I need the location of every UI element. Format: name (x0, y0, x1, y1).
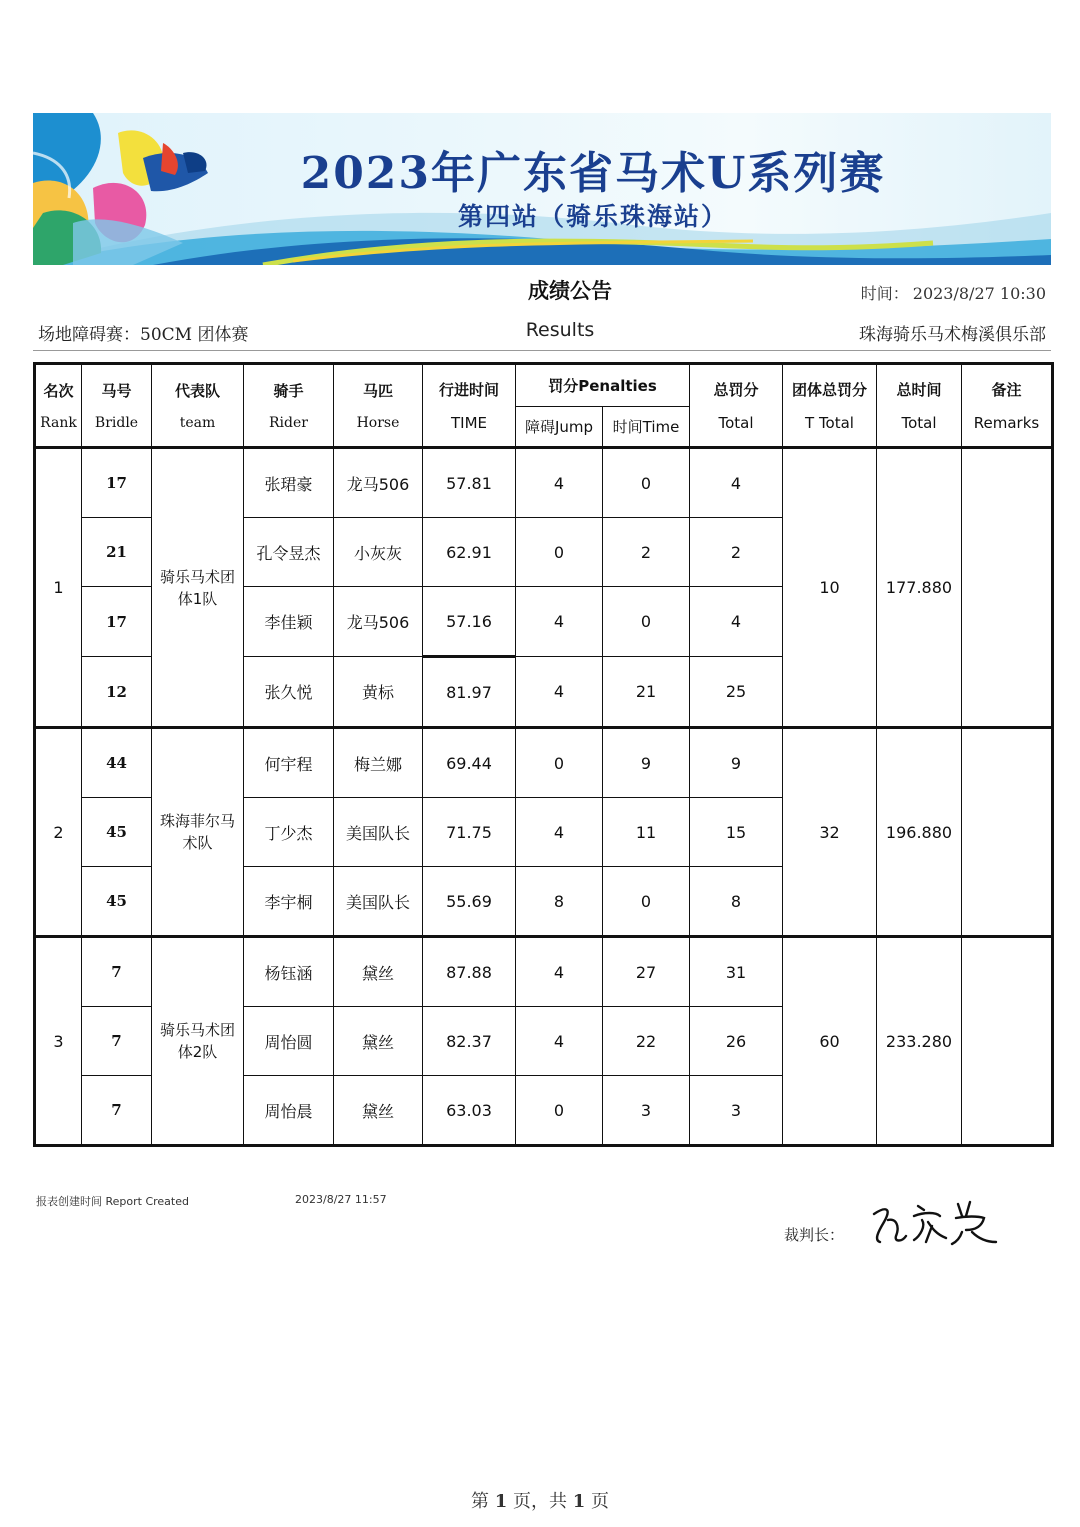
col-rank-en: Rank (40, 415, 77, 431)
rider-cell: 何宇程 (244, 728, 334, 798)
jump-cell: 0 (516, 728, 603, 798)
horse-cell: 黛丝 (334, 1007, 423, 1076)
col-team-total (783, 364, 877, 448)
team-cell: 骑乐马术团体1队 (152, 448, 244, 728)
col-rider (244, 364, 334, 448)
page-suffix: 页 (591, 1491, 609, 1512)
total-time-cell: 233.280 (877, 937, 962, 1146)
time-penalty-cell: 22 (603, 1007, 690, 1076)
bridle-cell: 45 (82, 867, 152, 937)
col-rider-en: Rider (269, 415, 308, 431)
bridle-cell: 17 (82, 448, 152, 518)
jump-cell: 8 (516, 867, 603, 937)
event-name: 场地障碍赛：50CM 团体赛 (38, 325, 249, 345)
rank-cell: 2 (35, 728, 82, 937)
jump-cell: 4 (516, 587, 603, 657)
table-header (35, 364, 1053, 448)
time-cell: 81.97 (423, 657, 516, 728)
total-cell: 9 (690, 728, 783, 798)
page-mid: 页，共 (513, 1491, 567, 1512)
col-team-total-cn: 团体总罚分 (791, 381, 867, 399)
page-current: 1 (494, 1491, 508, 1512)
col-team-cn: 代表队 (174, 382, 220, 400)
remarks-cell (962, 448, 1053, 728)
total-cell: 26 (690, 1007, 783, 1076)
total-cell: 3 (690, 1076, 783, 1146)
document-title: 成绩公告 (528, 279, 612, 303)
event-banner (33, 113, 1051, 265)
report-created-value: 2023/8/27 11:57 (295, 1193, 387, 1206)
time-cell: 87.88 (423, 937, 516, 1007)
col-team (152, 364, 244, 448)
total-cell: 8 (690, 867, 783, 937)
results-label: Results (525, 319, 595, 341)
time-cell: 69.44 (423, 728, 516, 798)
time-value: 2023/8/27 10:30 (912, 284, 1046, 303)
header-divider (33, 350, 1051, 351)
col-rank-cn: 名次 (43, 382, 74, 400)
col-total-time (877, 364, 962, 448)
col-time-cn: 行进时间 (438, 381, 499, 399)
time-cell: 62.91 (423, 518, 516, 587)
col-bridle (82, 364, 152, 448)
team-total-cell: 10 (783, 448, 877, 728)
rider-cell: 周怡圆 (244, 1007, 334, 1076)
total-time-cell: 177.880 (877, 448, 962, 728)
team-total-cell: 60 (783, 937, 877, 1146)
bridle-cell: 21 (82, 518, 152, 587)
host-club: 珠海骑乐马术梅溪俱乐部 (859, 325, 1046, 345)
time-penalty-cell: 27 (603, 937, 690, 1007)
time-penalty-cell: 0 (603, 448, 690, 518)
time-cell: 57.16 (423, 587, 516, 657)
bridle-cell: 7 (82, 1076, 152, 1146)
rider-cell: 李宇桐 (244, 867, 334, 937)
time-penalty-cell: 9 (603, 728, 690, 798)
page-number (0, 1487, 1080, 1513)
jump-cell: 0 (516, 518, 603, 587)
team-cell: 珠海菲尔马术队 (152, 728, 244, 937)
horse-cell: 小灰灰 (334, 518, 423, 587)
col-time (423, 364, 516, 448)
col-total (690, 364, 783, 448)
results-table (33, 362, 1054, 1147)
horse-cell: 龙马506 (334, 587, 423, 657)
col-total-time-en: Total (901, 414, 937, 432)
rider-cell: 张久悦 (244, 657, 334, 728)
horse-cell: 美国队长 (334, 867, 423, 937)
col-penalties: 罚分Penalties (516, 364, 690, 407)
col-remarks-cn: 备注 (991, 381, 1022, 399)
jump-cell: 4 (516, 657, 603, 728)
rider-cell: 杨钰涵 (244, 937, 334, 1007)
table-row (35, 728, 1053, 798)
total-cell: 4 (690, 587, 783, 657)
col-time-en: TIME (450, 414, 487, 432)
col-time-penalty: 时间Time (603, 407, 690, 448)
time-cell: 55.69 (423, 867, 516, 937)
time-cell: 63.03 (423, 1076, 516, 1146)
banner-title: 2023年广东省马术U系列赛 (300, 148, 886, 199)
banner-subtitle: 第四站（骑乐珠海站） (457, 202, 728, 231)
time-penalty-cell: 11 (603, 798, 690, 867)
col-remarks (962, 364, 1053, 448)
page-total: 1 (572, 1491, 586, 1512)
col-total-time-cn: 总时间 (896, 381, 942, 399)
total-cell: 31 (690, 937, 783, 1007)
col-rider-cn: 骑手 (273, 382, 304, 400)
time-penalty-cell: 3 (603, 1076, 690, 1146)
time-penalty-cell: 0 (603, 587, 690, 657)
rider-cell: 李佳颖 (244, 587, 334, 657)
col-remarks-en: Remarks (973, 414, 1040, 432)
bridle-cell: 44 (82, 728, 152, 798)
bridle-cell: 45 (82, 798, 152, 867)
total-cell: 15 (690, 798, 783, 867)
chief-judge-label: 裁判长： (784, 1226, 845, 1244)
col-bridle-cn: 马号 (101, 382, 132, 400)
col-team-en: team (179, 415, 216, 431)
horse-cell: 梅兰娜 (334, 728, 423, 798)
remarks-cell (962, 937, 1053, 1146)
report-created-label: 报表创建时间 Report Created (36, 1195, 189, 1208)
bridle-cell: 12 (82, 657, 152, 728)
col-horse-cn: 马匹 (362, 382, 393, 400)
horse-cell: 龙马506 (334, 448, 423, 518)
time-cell: 82.37 (423, 1007, 516, 1076)
jump-cell: 4 (516, 448, 603, 518)
jump-cell: 4 (516, 1007, 603, 1076)
col-horse (334, 364, 423, 448)
time-penalty-cell: 2 (603, 518, 690, 587)
chief-judge-signature (866, 1196, 1006, 1252)
col-team-total-en: T Total (805, 414, 854, 432)
col-rank (35, 364, 82, 448)
bridle-cell: 7 (82, 937, 152, 1007)
table-row (35, 448, 1053, 518)
time-label: 时间： (860, 284, 909, 303)
rank-cell: 3 (35, 937, 82, 1146)
rider-cell: 丁少杰 (244, 798, 334, 867)
jump-cell: 0 (516, 1076, 603, 1146)
announcement-time (857, 281, 1046, 304)
team-cell: 骑乐马术团体2队 (152, 937, 244, 1146)
table-row (35, 937, 1053, 1007)
rider-cell: 孔令昱杰 (244, 518, 334, 587)
time-cell: 71.75 (423, 798, 516, 867)
jump-cell: 4 (516, 937, 603, 1007)
col-total-en: Total (718, 414, 754, 432)
time-penalty-cell: 0 (603, 867, 690, 937)
col-horse-en: Horse (356, 415, 400, 431)
time-cell: 57.81 (423, 448, 516, 518)
jump-cell: 4 (516, 798, 603, 867)
total-cell: 25 (690, 657, 783, 728)
total-cell: 2 (690, 518, 783, 587)
rank-cell: 1 (35, 448, 82, 728)
horse-cell: 美国队长 (334, 798, 423, 867)
table-body (35, 448, 1053, 1146)
col-bridle-en: Bridle (94, 415, 139, 431)
bridle-cell: 17 (82, 587, 152, 657)
time-penalty-cell: 21 (603, 657, 690, 728)
page-prefix: 第 (471, 1491, 489, 1512)
total-cell: 4 (690, 448, 783, 518)
horse-cell: 黄标 (334, 657, 423, 728)
team-total-cell: 32 (783, 728, 877, 937)
col-total-cn: 总罚分 (713, 381, 759, 399)
remarks-cell (962, 728, 1053, 937)
horse-cell: 黛丝 (334, 1076, 423, 1146)
bridle-cell: 7 (82, 1007, 152, 1076)
total-time-cell: 196.880 (877, 728, 962, 937)
horse-cell: 黛丝 (334, 937, 423, 1007)
rider-cell: 周怡晨 (244, 1076, 334, 1146)
col-jump: 障碍Jump (516, 407, 603, 448)
rider-cell: 张珺豪 (244, 448, 334, 518)
